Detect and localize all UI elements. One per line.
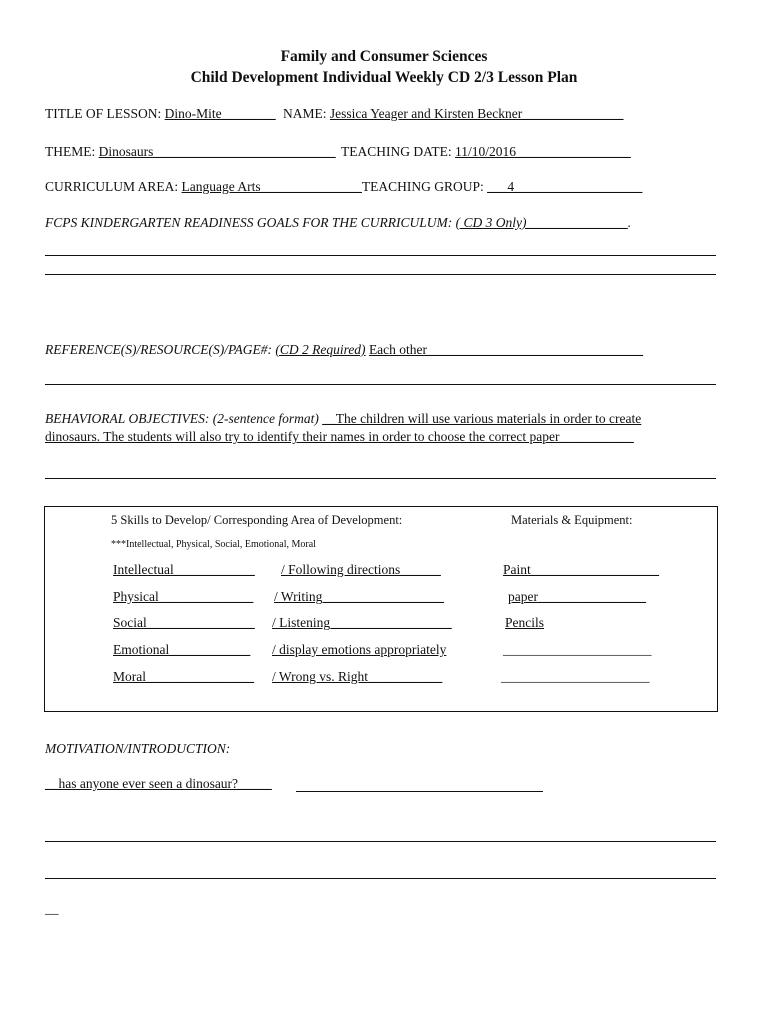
skill-area-social[interactable]: Social________________ [113,615,255,630]
material-5[interactable]: ______________________ [501,669,650,684]
objectives-blank-line[interactable] [45,478,716,479]
readiness-goals-note: ( CD 3 Only)_______________ [455,215,628,230]
goals-blank-line-2[interactable] [45,274,716,275]
objectives-field-line-2[interactable]: dinosaurs. The students will also try to identify their names in order to choose the correct paper___________ [45,429,634,444]
skill-social[interactable]: / Listening__________________ [272,615,452,630]
theme-row [45,144,631,160]
skill-moral[interactable]: / Wrong vs. Right___________ [272,669,443,684]
teaching-date-label: TEACHING DATE: [341,144,452,159]
objectives-row [45,411,641,427]
teaching-group-label: TEACHING GROUP: [361,179,484,194]
material-1[interactable]: Paint___________________ [503,562,660,577]
header-line-1: Family and Consumer Sciences [280,48,488,65]
skill-area-emotional[interactable]: Emotional____________ [113,642,251,657]
curriculum-area-field[interactable]: Language Arts_______________ [181,179,362,194]
title-of-lesson-label: TITLE OF LESSON: [45,106,162,121]
curriculum-area-label: CURRICULUM AREA: [45,179,179,194]
skill-area-moral[interactable]: Moral________________ [113,669,254,684]
material-4[interactable]: ______________________ [503,642,652,657]
motivation-row [45,776,272,792]
motivation-blank-line-1[interactable] [45,841,716,842]
objectives-label: BEHAVIORAL OBJECTIVES: (2-sentence format) [45,411,319,426]
references-blank-line[interactable] [45,384,716,385]
goals-blank-line-1[interactable] [45,255,716,256]
title-of-lesson-field[interactable]: Dino-Mite________ [164,106,276,121]
skill-intellectual[interactable]: / Following directions______ [281,562,441,577]
material-3[interactable]: Pencils [505,615,544,630]
objectives-field-line-1[interactable]: __The children will use various materials in order to create [322,411,642,426]
title-of-lesson-row [45,106,623,122]
references-field[interactable]: Each other________________________________ [368,342,644,357]
motivation-blank-line-2[interactable] [45,878,716,879]
material-2[interactable]: paper________________ [508,589,646,604]
header-line-2: Child Development Individual Weekly CD 2/3 Lesson Plan [190,69,578,86]
skills-materials-box [44,506,718,712]
readiness-goals-row: FCPS KINDERGARTEN READINESS GOALS FOR THE CURRICULUM: ( CD 3 Only)_______________. [45,215,632,230]
motivation-end-mark: __ [45,901,59,916]
motivation-field-extension[interactable] [296,791,543,792]
teaching-group-field[interactable]: ___4___________________ [487,179,643,194]
references-row [45,342,643,358]
skill-area-intellectual[interactable]: Intellectual____________ [113,562,255,577]
name-field[interactable]: Jessica Yeager and Kirsten Beckner_______________ [329,106,624,121]
readiness-goals-label: FCPS KINDERGARTEN READINESS GOALS FOR THE CURRICULUM: [45,215,453,230]
skills-heading: 5 Skills to Develop/ Corresponding Area of Development: [111,513,403,527]
development-areas-note: ***Intellectual, Physical, Social, Emotional, Moral [111,539,316,550]
theme-field[interactable]: Dinosaurs___________________________ [98,144,336,159]
name-label: NAME: [283,106,327,121]
teaching-date-field[interactable]: 11/10/2016_________________ [455,144,631,159]
motivation-field[interactable]: __has anyone ever seen a dinosaur?_____ [45,776,272,791]
skill-emotional[interactable]: / display emotions appropriately [272,642,447,657]
skill-area-physical[interactable]: Physical______________ [113,589,254,604]
materials-heading: Materials & Equipment: [511,513,633,527]
motivation-label: MOTIVATION/INTRODUCTION: [45,741,231,756]
references-note: (CD 2 Required) [275,342,366,357]
curriculum-area-row [45,179,642,195]
theme-label: THEME: [45,144,96,159]
references-label: REFERENCE(S)/RESOURCE(S)/PAGE#: [45,342,272,357]
skill-physical[interactable]: / Writing__________________ [274,589,444,604]
